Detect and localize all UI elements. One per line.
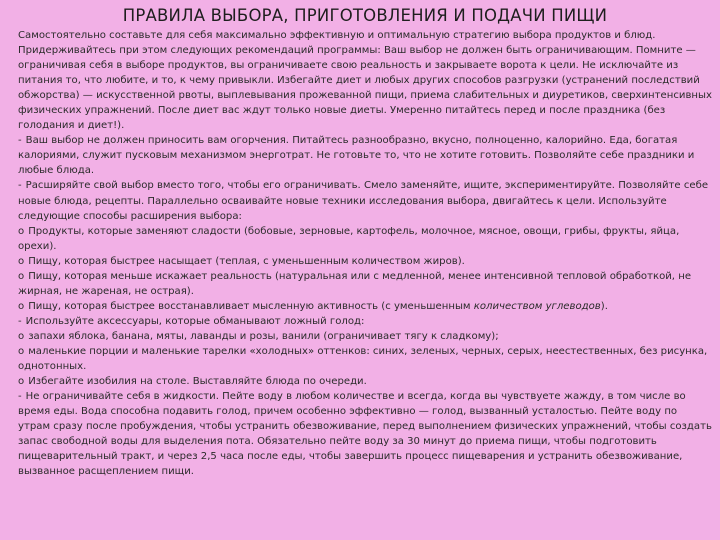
list-item (18, 254, 712, 269)
paragraph-text: Самостоятельно составьте для себя максимально эффективную и оптимальную стратегию выбора продуктов и блюд. Придерживайтесь при этом следующих рекомендаций программы: Ваш выбор не должен быть ограничивающим. Помните — ограничивая себя в выборе продуктов, вы ограничиваете свою реальность и закрываете ворота к цели. Не исключайте из питания то, что любите, и то, к чему привыкли. Избегайте диет и любых других способов разгрузки (устранений последствий обжорства) — искусственной рвоты, выплевывания прожеванной пищи, приема слабительных и диуретиков, сверхинтенсивных физических упражнений. После диет вас ждут только новые диеты. Умеренно питайтесь перед и после праздника (без голодания и диет!). (18, 30, 712, 132)
list-item (18, 389, 712, 479)
bullet-marker: o (18, 225, 25, 237)
page-title: ПРАВИЛА ВЫБОРА, ПРИГОТОВЛЕНИЯ И ПОДАЧИ ПИЩИ (122, 6, 608, 25)
bullet-marker: o (18, 345, 25, 357)
bullet-marker: o (18, 330, 25, 342)
body-text (18, 28, 712, 479)
list-item (18, 178, 712, 223)
list-item (18, 269, 712, 299)
list-item-text: Используйте аксессуары, которые обманывают ложный голод: (25, 315, 365, 327)
list-item (18, 329, 712, 344)
dash-marker: - (18, 315, 22, 327)
list-item-text: запахи яблока, банана, мяты, лаванды и розы, ванили (ограничивает тягу к сладкому); (28, 330, 499, 342)
paragraph-intro (18, 28, 712, 133)
bullet-marker: o (18, 376, 25, 388)
list-item-text: Не ограничивайте себя в жидкости. Пейте воду в любом количестве и всегда, когда вы чувствуете жажду, в том числе во время еды. Вода способна подавить голод, причем особенно эффективно — голод, вызванный усталостью. Пейте воду по утрам сразу после пробуждения, чтобы устранить обезвоживание, перед выполнением физических упражнений, чтобы создать запас свободной воды для выделения пота. Обязательно пейте воду за 30 минут до приема пищи, чтобы подготовить пищеварительный тракт, и через 2,5 часа после еды, чтобы завершить процесс пищеварения и устранить обезвоживание, вызванное расщеплением пищи. (18, 391, 712, 478)
bullet-marker: o (18, 255, 25, 267)
list-item (18, 299, 712, 314)
dash-marker: - (18, 135, 22, 147)
list-item (18, 133, 712, 178)
list-item-text: маленькие порции и маленькие тарелки «холодных» оттенков: синих, зеленых, черных, серых, неестественных, без рисунка, однотонных. (18, 345, 708, 373)
list-item (18, 314, 712, 329)
list-item-text: Пищу, которая быстрее насыщает (теплая, с уменьшенным количеством жиров). (28, 255, 465, 267)
italic-text: количеством углеводов (473, 300, 601, 312)
list-item-tail: ). (600, 300, 608, 312)
list-item-text: Пищу, которая быстрее восстанавливает мысленную активность (с уменьшенным (28, 300, 474, 312)
dash-marker: - (18, 180, 22, 192)
list-item-text: Пищу, которая меньше искажает реальность (натуральная или с медленной, менее интенсивной тепловой обработкой, не жирная, не жареная, не острая). (18, 270, 692, 297)
bullet-marker: o (18, 270, 25, 282)
list-item (18, 374, 712, 389)
list-item-text: Расширяйте свой выбор вместо того, чтобы его ограничивать. Смело заменяйте, ищите, экспериментируйте. Позволяйте себе новые блюда, рецепты. Параллельно осваивайте новые техники исследования выбора, двигайтесь к цели. Используйте следующие способы расширения выбора: (18, 180, 709, 222)
bullet-marker: o (18, 300, 25, 312)
list-item-text: Избегайте изобилия на столе. Выставляйте блюда по очереди. (28, 376, 367, 388)
list-item-text: Ваш выбор не должен приносить вам огорчения. Питайтесь разнообразно, вкусно, полноценно, калорийно. Еда, богатая калориями, служит пусковым механизмом энерготрат. Не готовьте то, что не хотите готовить. Позволяйте себе праздники и любые блюда. (18, 135, 695, 177)
dash-marker: - (18, 391, 22, 403)
list-item (18, 224, 712, 254)
list-item-text: Продукты, которые заменяют сладости (бобовые, зерновые, картофель, молочное, мясное, овощи, грибы, фрукты, яйца, орехи). (18, 225, 680, 252)
list-item (18, 344, 712, 374)
